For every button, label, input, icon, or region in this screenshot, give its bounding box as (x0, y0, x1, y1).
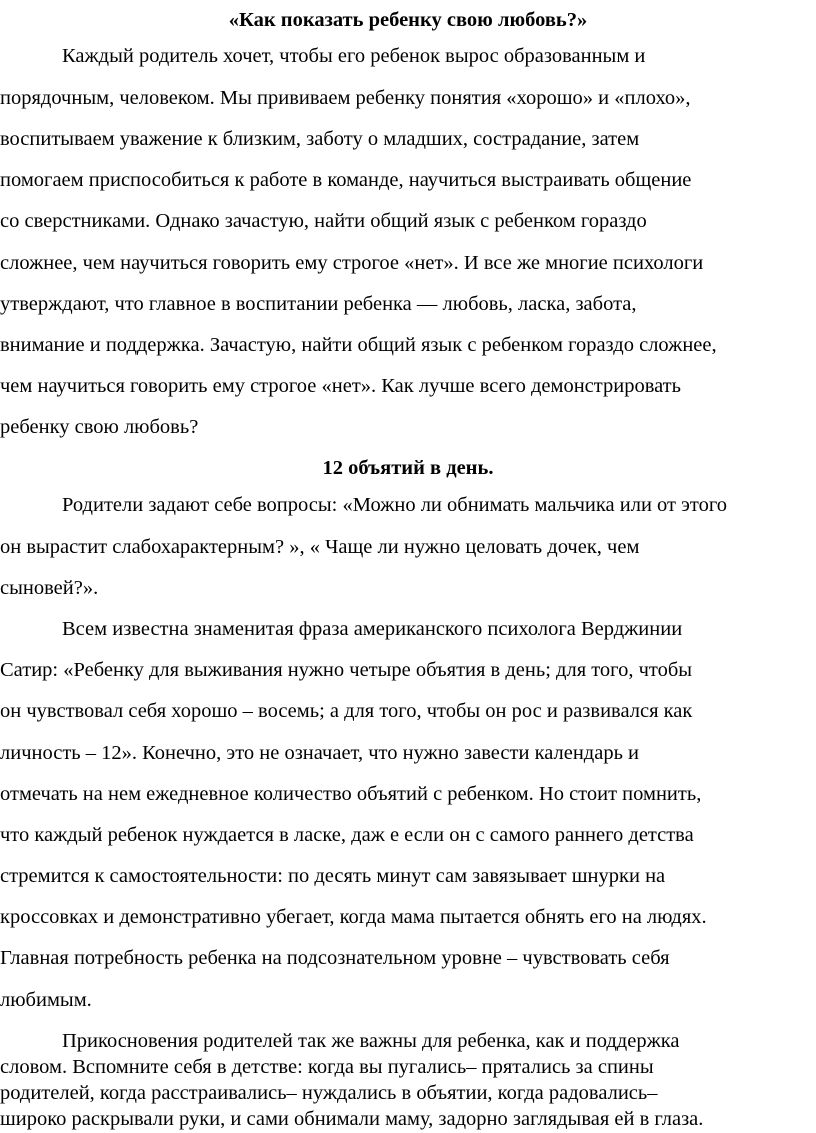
paragraph-line: он чувствовал себя хорошо – восемь; а для того, чтобы он рос и развивался как (0, 700, 693, 722)
paragraph-line: любимым. (0, 989, 92, 1011)
paragraph-line: родителей, когда расстраивались– нуждались в объятии, когда радовались– (0, 1082, 658, 1104)
paragraph-line: что каждый ребенок нуждается в ласке, даж е если он с самого раннего детства (0, 824, 694, 846)
paragraph-line: ребенку свою любовь? (0, 416, 199, 438)
paragraph-line: порядочным, человеком. Мы прививаем ребенку понятия «хорошо» и «плохо», (0, 87, 691, 109)
paragraph-line: Главная потребность ребенка на подсознательном уровне – чувствовать себя (0, 947, 670, 969)
paragraph-line: сложнее, чем научиться говорить ему строгое «нет». И все же многие психологи (0, 252, 704, 274)
paragraph-line: он вырастит слабохарактерным? », « Чаще ли нужно целовать дочек, чем (0, 536, 640, 558)
paragraph-line: Каждый родитель хочет, чтобы его ребенок вырос образованным и (62, 45, 646, 67)
paragraph-line: личность – 12». Конечно, это не означает, что нужно завести календарь и (0, 742, 640, 764)
paragraph-line: стремится к самостоятельности: по десять минут сам завязывает шнурки на (0, 865, 666, 887)
paragraph-line: отмечать на нем ежедневное количество объятий с ребенком. Но стоит помнить, (0, 783, 702, 805)
paragraph-line: внимание и поддержка. Зачастую, найти общий язык с ребенком гораздо сложнее, (0, 334, 717, 356)
paragraph-line: кроссовках и демонстративно убегает, когда мама пытается обнять его на людях. (0, 906, 707, 928)
paragraph-line: Всем известна знаменитая фраза американского психолога Верджинии (62, 618, 683, 640)
paragraph-line: чем научиться говорить ему строгое «нет». Как лучше всего демонстрировать (0, 375, 681, 397)
paragraph-line: воспитываем уважение к близким, заботу о младших, сострадание, затем (0, 128, 640, 150)
paragraph-line: сыновей?». (0, 577, 99, 599)
paragraph-line: Сатир: «Ребенку для выживания нужно четыре объятия в день; для того, чтобы (0, 659, 693, 681)
paragraph-line: помогаем приспособиться к работе в команде, научиться выстраивать общение (0, 169, 692, 191)
paragraph-line: словом. Вспомните себя в детстве: когда вы пугались– прятались за спины (0, 1056, 654, 1078)
document-title: «Как показать ребенку свою любовь?» (228, 9, 588, 31)
paragraph-line: утверждают, что главное в воспитании ребенка — любовь, ласка, забота, (0, 293, 637, 315)
paragraph-line: Родители задают себе вопросы: «Можно ли обнимать мальчика или от этого (62, 494, 728, 516)
section-subtitle: 12 объятий в день. (322, 457, 494, 479)
paragraph-line: со сверстниками. Однако зачастую, найти общий язык с ребенком гораздо (0, 210, 647, 232)
paragraph-line: широко раскрывали руки, и сами обнимали маму, задорно заглядывая ей в глаза. (0, 1108, 704, 1130)
paragraph-line: Прикосновения родителей так же важны для ребенка, как и поддержка (62, 1030, 680, 1052)
